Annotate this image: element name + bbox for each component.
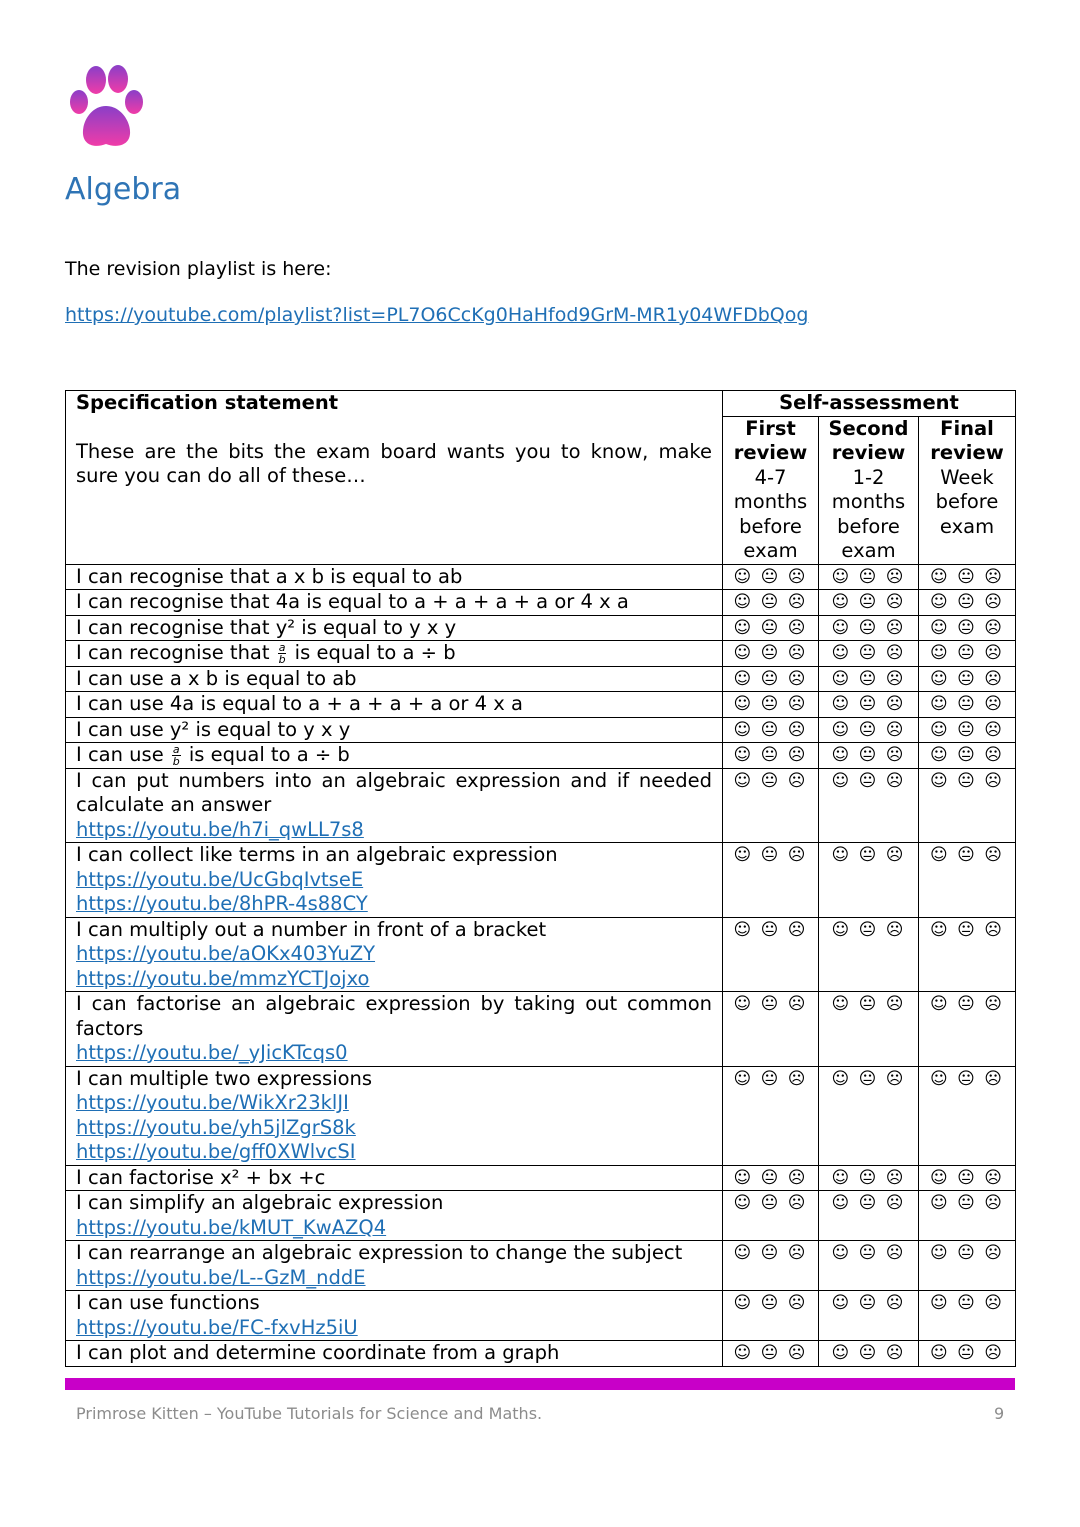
self-assessment-faces[interactable]: ☺ 😐 ☹ [919,992,1016,1067]
table-row [66,843,1016,918]
self-assessment-faces[interactable]: ☺ 😐 ☹ [919,843,1016,918]
statement-cell [66,1191,723,1241]
statement-text: I can use 4a is equal to a + a + a + a or 4 x a [76,692,523,715]
self-assessment-faces[interactable]: ☺ 😐 ☹ [819,743,919,769]
self-assessment-faces[interactable]: ☺ 😐 ☹ [919,743,1016,769]
self-assessment-faces[interactable]: ☺ 😐 ☹ [819,1191,919,1241]
self-assessment-faces[interactable]: ☺ 😐 ☹ [819,717,919,743]
self-assessment-faces[interactable]: ☺ 😐 ☹ [819,992,919,1067]
self-assessment-faces[interactable]: ☺ 😐 ☹ [723,1241,819,1291]
self-assessment-faces[interactable]: ☺ 😐 ☹ [723,1066,819,1165]
statement-text: I can multiply out a number in front of a bracket [76,917,547,941]
self-assessment-faces[interactable]: ☺ 😐 ☹ [819,1341,919,1367]
self-assessment-faces[interactable]: ☺ 😐 ☹ [723,717,819,743]
table-row [66,1341,1016,1367]
table-row [66,1066,1016,1165]
self-assessment-faces[interactable]: ☺ 😐 ☹ [919,1165,1016,1191]
statement-text: I can simplify an algebraic expression [76,1191,444,1214]
self-assessment-faces[interactable]: ☺ 😐 ☹ [723,992,819,1067]
statement-text: is equal to a ÷ b [182,743,350,766]
statement-cell [66,1241,723,1291]
self-assessment-faces[interactable]: ☺ 😐 ☹ [819,1165,919,1191]
video-link[interactable]: https://youtu.be/kMUT_KwAZQ4 [76,1215,387,1239]
page-title: Algebra [65,172,182,207]
self-assessment-faces[interactable]: ☺ 😐 ☹ [819,692,919,718]
self-assessment-faces[interactable]: ☺ 😐 ☹ [723,1165,819,1191]
spec-header: Specification statement [76,391,339,414]
table-row [66,590,1016,616]
self-assessment-faces[interactable]: ☺ 😐 ☹ [819,1291,919,1341]
statement-cell [66,717,723,743]
paw-logo-icon [66,64,146,148]
self-assessment-faces[interactable]: ☺ 😐 ☹ [919,1241,1016,1291]
table-row [66,717,1016,743]
self-assessment-faces[interactable]: ☺ 😐 ☹ [819,590,919,616]
table-row [66,641,1016,667]
column-first-review: First review 4-7 months before exam [723,416,819,564]
statement-text: I can use y² is equal to y x y [76,717,351,741]
self-assessment-faces[interactable]: ☺ 😐 ☹ [919,590,1016,616]
self-assessment-faces[interactable]: ☺ 😐 ☹ [919,641,1016,667]
self-assessment-faces[interactable]: ☺ 😐 ☹ [819,768,919,843]
statement-text: I can plot and determine coordinate from a graph [76,1341,560,1364]
video-link[interactable]: https://youtu.be/FC-fxvHz5iU [76,1315,358,1339]
statement-cell [66,692,723,718]
playlist-link[interactable]: https://youtube.com/playlist?list=PL7O6CcKg0HaHfod9GrM-MR1y04WFDbQog [65,304,809,326]
self-assessment-faces[interactable]: ☺ 😐 ☹ [919,1066,1016,1165]
fraction-denominator: b [278,653,286,666]
statement-cell [66,1291,723,1341]
statement-text: I can factorise an algebraic expression by taking out common factors [76,992,712,1040]
table-body [66,564,1016,1366]
self-assessment-faces[interactable]: ☺ 😐 ☹ [723,1291,819,1341]
statement-text: I can recognise that [76,641,276,664]
statement-text: I can rearrange an algebraic expression to change the subject [76,1241,683,1264]
statement-text: I can recognise that 4a is equal to a + a + a + a or 4 x a [76,590,629,613]
self-assessment-faces[interactable]: ☺ 😐 ☹ [723,917,819,992]
fraction-numerator: a [278,641,286,654]
statement-text: is equal to a ÷ b [288,641,456,664]
fraction-denominator: b [172,755,180,768]
self-assessment-faces[interactable]: ☺ 😐 ☹ [919,717,1016,743]
statement-text: I can use a x b is equal to ab [76,666,357,690]
statement-cell [66,1341,723,1367]
self-assessment-faces[interactable]: ☺ 😐 ☹ [723,615,819,641]
statement-text: I can multiple two expressions [76,1066,373,1090]
fraction-numerator: a [172,743,180,756]
self-assessment-faces[interactable]: ☺ 😐 ☹ [819,564,919,590]
statement-cell [66,917,723,992]
self-assessment-header: Self-assessment [723,391,1016,417]
statement-cell [66,615,723,641]
self-assessment-faces[interactable]: ☺ 😐 ☹ [723,843,819,918]
spec-subheader: These are the bits the exam board wants you to know, make sure you can do all of these… [76,439,712,487]
table-row [66,1165,1016,1191]
video-link[interactable]: https://youtu.be/L--GzM_nddE [76,1265,366,1289]
table-row [66,692,1016,718]
video-link[interactable]: https://youtu.be/UcGbqIvtseE [76,867,364,891]
statement-cell [66,843,723,918]
column-final-review: Final review Week before exam [919,416,1016,564]
self-assessment-faces[interactable]: ☺ 😐 ☹ [723,666,819,692]
statement-text: I can use [76,743,170,766]
table-row [66,743,1016,769]
statement-text: I can put numbers into an algebraic expression and if needed calculate an answer [76,768,712,816]
self-assessment-faces[interactable]: ☺ 😐 ☹ [919,615,1016,641]
spec-header-cell [66,391,723,565]
statement-text: I can use functions [76,1291,260,1314]
self-assessment-faces[interactable]: ☺ 😐 ☹ [819,615,919,641]
table-row [66,1191,1016,1241]
video-link[interactable]: https://youtu.be/WikXr23klJI [76,1091,349,1114]
self-assessment-faces[interactable]: ☺ 😐 ☹ [723,692,819,718]
table-row [66,1241,1016,1291]
video-link[interactable]: https://youtu.be/_yJicKTcqs0 [76,1041,348,1064]
statement-text: I can recognise that a x b is equal to ab [76,564,463,588]
self-assessment-faces[interactable]: ☺ 😐 ☹ [819,666,919,692]
self-assessment-faces[interactable]: ☺ 😐 ☹ [819,917,919,992]
column-second-review: Second review 1-2 months before exam [819,416,919,564]
self-assessment-faces[interactable]: ☺ 😐 ☹ [819,843,919,918]
statement-text: I can collect like terms in an algebraic expression [76,843,558,866]
video-link[interactable]: https://youtu.be/8hPR-4s88CY [76,892,368,915]
self-assessment-faces[interactable]: ☺ 😐 ☹ [819,1241,919,1291]
statement-cell [66,992,723,1067]
self-assessment-faces[interactable]: ☺ 😐 ☹ [919,1291,1016,1341]
intro-text: The revision playlist is here: [65,258,332,280]
self-assessment-faces[interactable]: ☺ 😐 ☹ [723,564,819,590]
self-assessment-faces[interactable]: ☺ 😐 ☹ [919,692,1016,718]
footer-accent-bar [65,1378,1015,1390]
video-link[interactable]: https://youtu.be/h7i_qwLL7s8 [76,817,364,841]
table-row [66,564,1016,590]
self-assessment-faces[interactable]: ☺ 😐 ☹ [919,564,1016,590]
table-row [66,992,1016,1067]
statement-cell [66,768,723,843]
statement-cell [66,564,723,590]
self-assessment-faces[interactable]: ☺ 😐 ☹ [919,666,1016,692]
statement-cell [66,1066,723,1165]
self-assessment-faces[interactable]: ☺ 😐 ☹ [919,1341,1016,1367]
fraction [278,642,287,665]
video-link[interactable]: https://youtu.be/yh5jlZgrS8k [76,1115,356,1139]
self-assessment-faces[interactable]: ☺ 😐 ☹ [919,1191,1016,1241]
self-assessment-faces[interactable]: ☺ 😐 ☹ [819,1066,919,1165]
table-row [66,1291,1016,1341]
table-row [66,768,1016,843]
footer-text: Primrose Kitten – YouTube Tutorials for Science and Maths. [76,1404,543,1423]
statement-cell [66,1165,723,1191]
page-number: 9 [994,1404,1005,1423]
table-row [66,917,1016,992]
video-link[interactable]: https://youtu.be/gff0XWlvcSI [76,1140,356,1163]
video-link[interactable]: https://youtu.be/aOKx403YuZY [76,942,376,965]
table-row [66,615,1016,641]
self-assessment-faces[interactable]: ☺ 😐 ☹ [723,1341,819,1367]
self-assessment-faces[interactable]: ☺ 😐 ☹ [819,641,919,667]
statement-cell [66,743,723,769]
video-link[interactable]: https://youtu.be/mmzYCTJojxo [76,966,370,990]
statement-text: I can factorise x² + bx +c [76,1165,326,1189]
statement-cell [66,641,723,667]
statement-cell [66,666,723,692]
self-assessment-faces[interactable]: ☺ 😐 ☹ [723,743,819,769]
self-assessment-faces[interactable]: ☺ 😐 ☹ [723,590,819,616]
fraction [172,744,181,767]
spec-table [65,390,1016,1367]
self-assessment-faces[interactable]: ☺ 😐 ☹ [723,768,819,843]
self-assessment-faces[interactable]: ☺ 😐 ☹ [919,768,1016,843]
self-assessment-faces[interactable]: ☺ 😐 ☹ [919,917,1016,992]
self-assessment-faces[interactable]: ☺ 😐 ☹ [723,641,819,667]
self-assessment-faces[interactable]: ☺ 😐 ☹ [723,1191,819,1241]
statement-text: I can recognise that y² is equal to y x y [76,615,457,639]
table-row [66,666,1016,692]
statement-cell [66,590,723,616]
